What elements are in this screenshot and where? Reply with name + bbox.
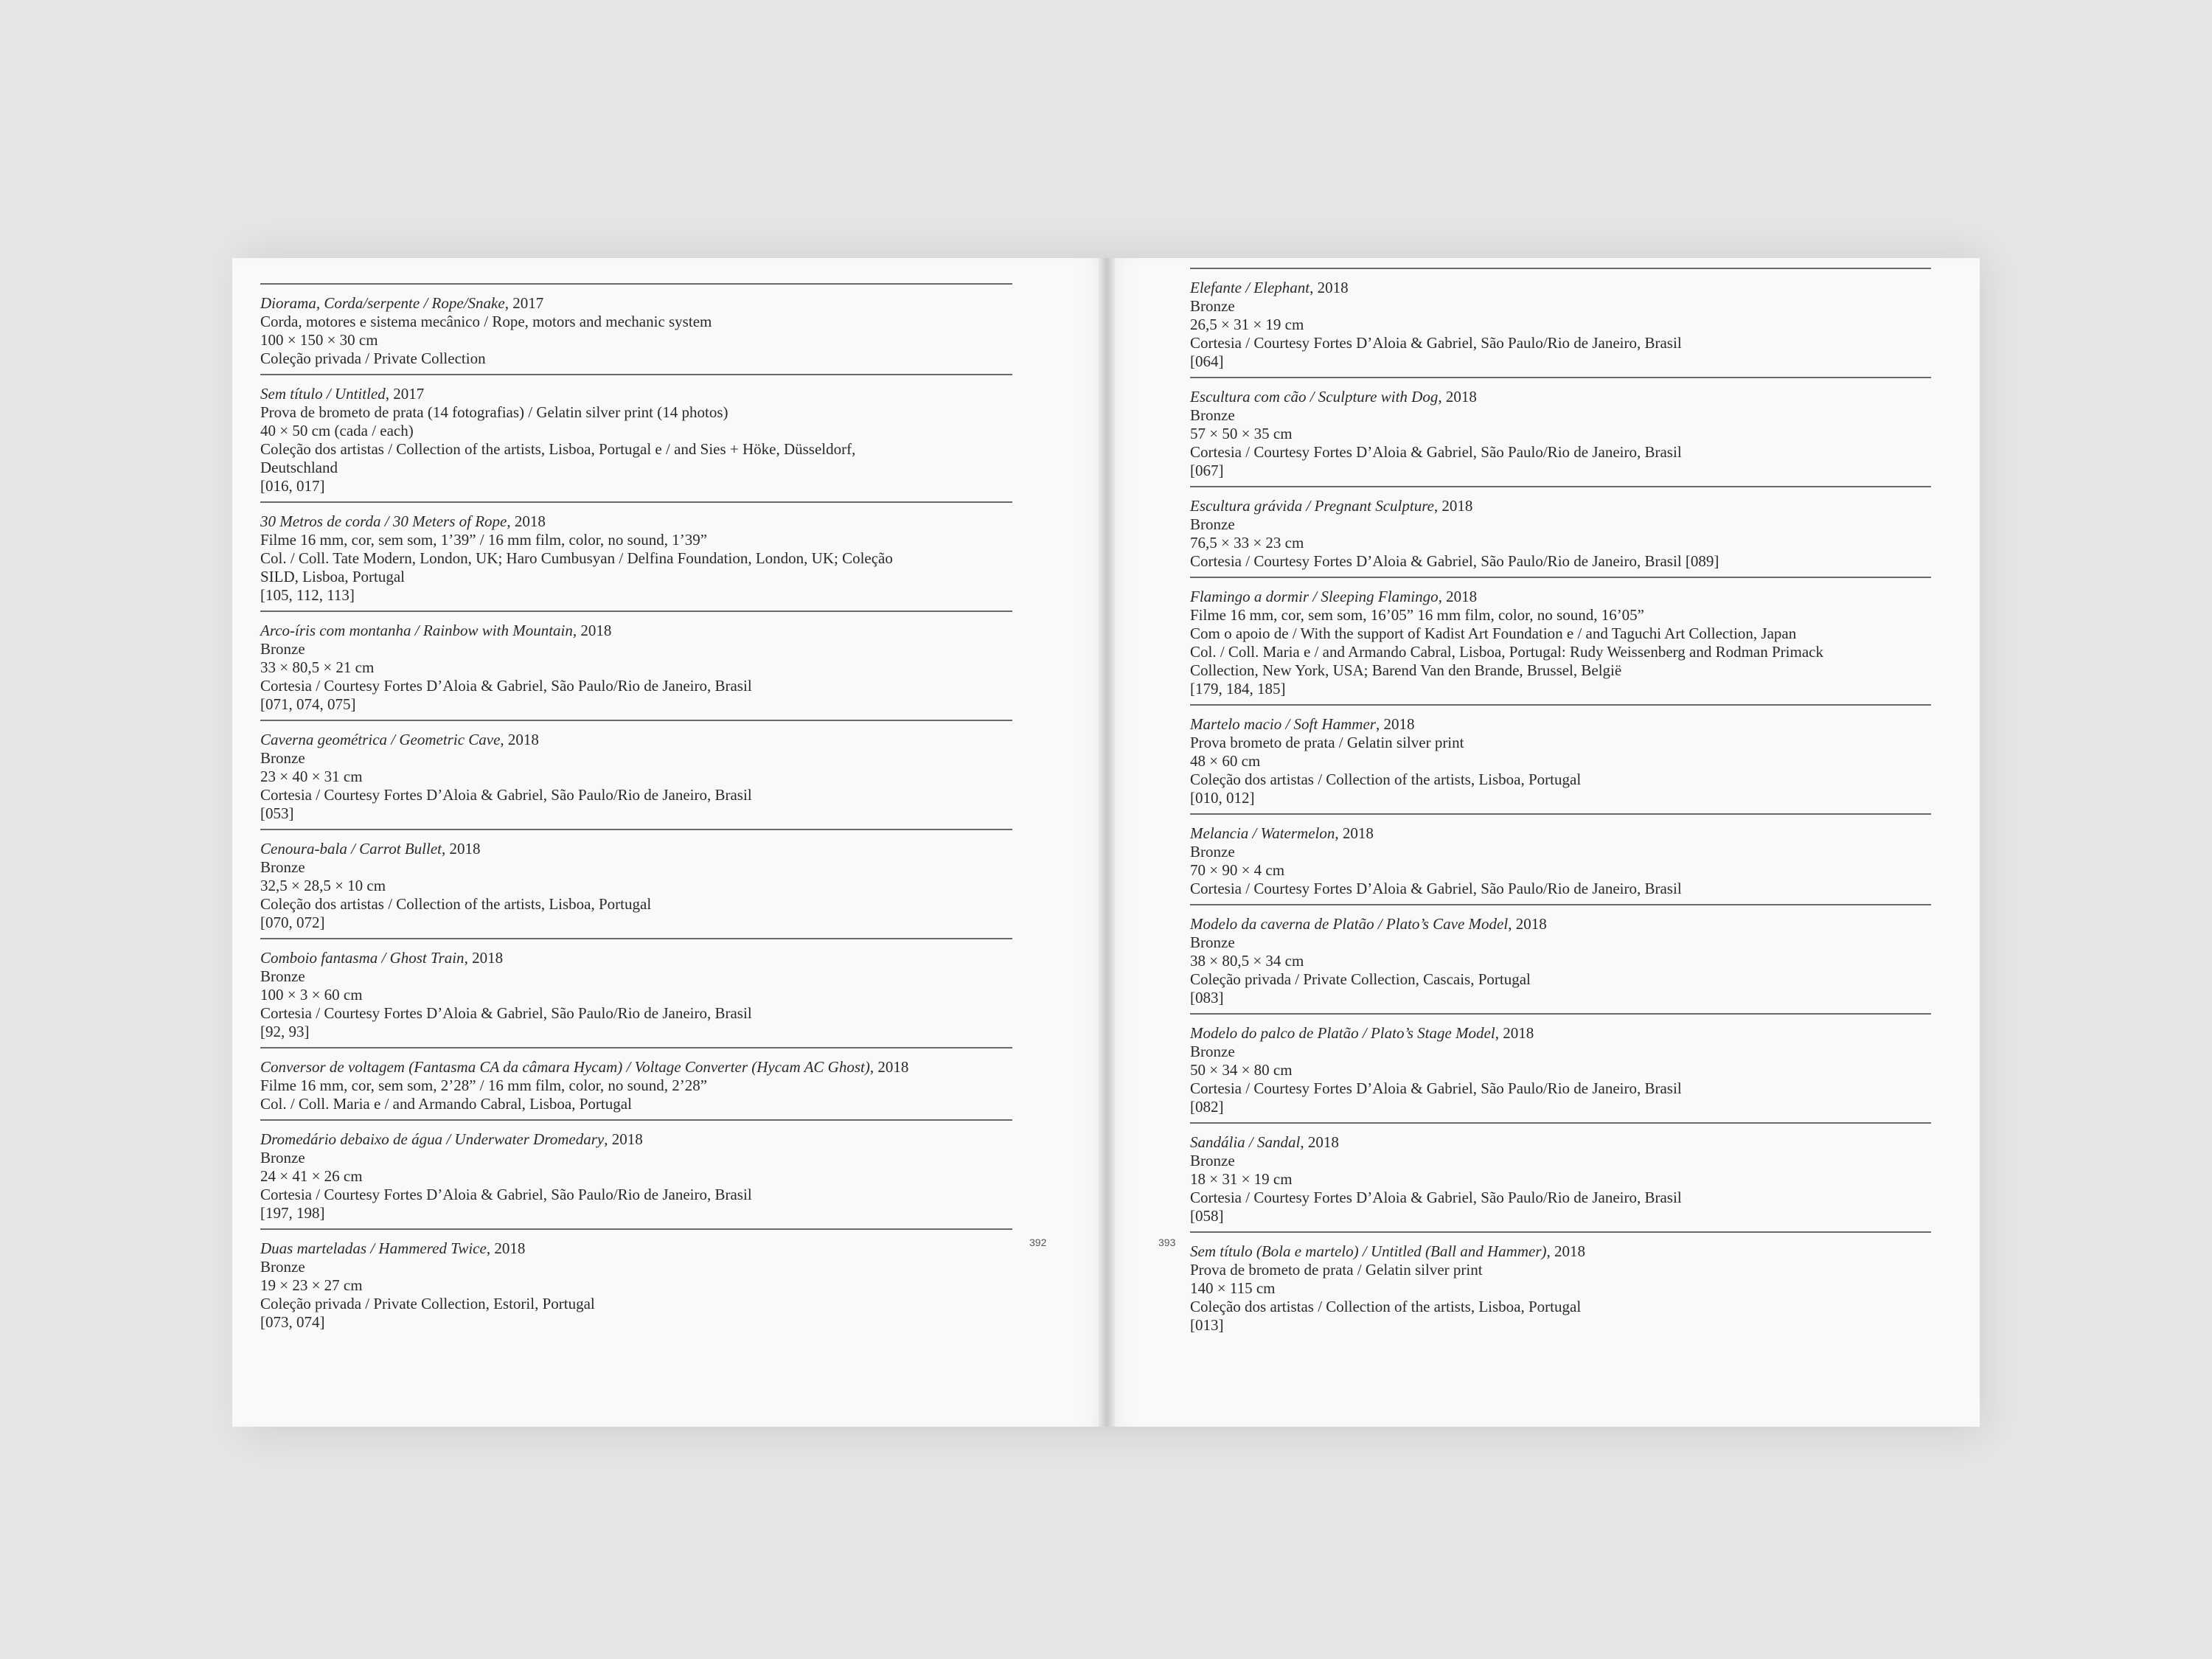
entry-detail-line: Filme 16 mm, cor, sem som, 16’05” 16 mm film, color, no sound, 16’05” <box>1190 606 1645 624</box>
catalog-entry <box>1190 1013 1931 1122</box>
entry-title-line <box>1190 588 1931 606</box>
entry-detail-line: 26,5 × 31 × 19 cm <box>1190 316 1304 333</box>
catalog-entry <box>1190 1122 1931 1231</box>
entry-detail-line: SILD, Lisboa, Portugal <box>260 568 405 585</box>
entry-detail-line: Coleção privada / Private Collection <box>260 349 486 367</box>
entry-detail-line: 32,5 × 28,5 × 10 cm <box>260 877 386 894</box>
entry-detail-line: 48 × 60 cm <box>1190 752 1261 770</box>
entry-detail-line: Cortesia / Courtesy Fortes D’Aloia & Gabriel, São Paulo/Rio de Janeiro, Brasil <box>260 1186 752 1203</box>
entry-title-line <box>260 622 1012 640</box>
entry-title-line <box>260 949 1012 967</box>
entry-title: Modelo do palco de Platão / Plato’s Stage Model <box>1190 1024 1495 1042</box>
entry-detail-line: Prova brometo de prata / Gelatin silver print <box>1190 734 1464 751</box>
entry-detail-line: Deutschland <box>260 459 338 476</box>
entry-title-line <box>260 512 1012 531</box>
entry-title: Cenoura-bala / Carrot Bullet <box>260 840 442 858</box>
entry-detail-line: 100 × 3 × 60 cm <box>260 986 363 1004</box>
catalog-entry <box>260 501 1012 611</box>
entry-title: Melancia / Watermelon <box>1190 824 1335 842</box>
entry-detail-line: 57 × 50 × 35 cm <box>1190 425 1293 442</box>
entry-detail-line: Bronze <box>260 858 305 876</box>
entry-detail-line: Bronze <box>1190 515 1235 533</box>
catalog-entry <box>1190 704 1931 813</box>
entry-title-line <box>1190 915 1931 933</box>
entry-detail-line: [016, 017] <box>260 477 325 495</box>
left-page-entries <box>260 258 1012 1338</box>
entry-year: , 2018 <box>486 1239 526 1257</box>
entry-title-line <box>1190 1242 1931 1261</box>
entry-detail-line: Bronze <box>1190 1152 1235 1169</box>
entry-detail-line: 23 × 40 × 31 cm <box>260 768 363 785</box>
entry-year: , 2018 <box>1495 1024 1534 1042</box>
entry-detail-line: 76,5 × 33 × 23 cm <box>1190 534 1304 552</box>
entry-detail-line: Bronze <box>260 967 305 985</box>
entry-year: , 2018 <box>1335 824 1374 842</box>
entry-detail-line: [013] <box>1190 1316 1224 1334</box>
catalog-entry <box>1190 904 1931 1013</box>
entry-detail-line: Bronze <box>1190 843 1235 860</box>
entry-year: , 2018 <box>1438 588 1478 605</box>
catalog-entry <box>1190 486 1931 577</box>
entry-title: Escultura grávida / Pregnant Sculpture <box>1190 497 1434 515</box>
entry-title: 30 Metros de corda / 30 Meters of Rope <box>260 512 507 530</box>
entry-detail-line: Cortesia / Courtesy Fortes D’Aloia & Gabriel, São Paulo/Rio de Janeiro, Brasil [089] <box>1190 552 1719 570</box>
entry-detail-line: 24 × 41 × 26 cm <box>260 1167 363 1185</box>
entry-title-line <box>1190 824 1931 843</box>
entry-year: , 2018 <box>500 731 539 748</box>
catalog-entry <box>260 374 1012 501</box>
entry-detail-line: [105, 112, 113] <box>260 586 355 604</box>
catalog-entry <box>260 1228 1012 1338</box>
entry-year: , 2018 <box>604 1130 643 1148</box>
entry-year: , 2018 <box>1438 388 1477 406</box>
entry-title: Arco-íris com montanha / Rainbow with Mountain <box>260 622 573 639</box>
entry-detail-line: Col. / Coll. Maria e / and Armando Cabral, Lisboa, Portugal: Rudy Weissenberg and Rodman Primack <box>1190 643 1823 661</box>
entry-title-line <box>260 840 1012 858</box>
entry-detail-line: Com o apoio de / With the support of Kadist Art Foundation e / and Taguchi Art Collection, Japan <box>1190 625 1797 642</box>
entry-detail-line: [064] <box>1190 352 1224 370</box>
catalog-entry <box>260 283 1012 374</box>
catalog-entry <box>1190 268 1931 377</box>
entry-detail-line: Bronze <box>1190 297 1235 315</box>
entry-title: Modelo da caverna de Platão / Plato’s Cave Model <box>1190 915 1509 933</box>
catalog-entry <box>260 829 1012 938</box>
entry-detail-line: [197, 198] <box>260 1204 325 1222</box>
entry-year: , 2017 <box>385 385 425 403</box>
entry-title-line <box>260 1058 1012 1077</box>
entry-detail-line: Cortesia / Courtesy Fortes D’Aloia & Gabriel, São Paulo/Rio de Janeiro, Brasil <box>260 786 752 804</box>
entry-year: , 2018 <box>1546 1242 1586 1260</box>
entry-detail-line: 33 × 80,5 × 21 cm <box>260 658 375 676</box>
entry-title: Duas marteladas / Hammered Twice <box>260 1239 487 1257</box>
entry-title: Escultura com cão / Sculpture with Dog <box>1190 388 1439 406</box>
entry-detail-line: [071, 074, 075] <box>260 695 356 713</box>
entry-detail-line: Coleção dos artistas / Collection of the artists, Lisboa, Portugal e / and Sies + Höke, Düsseldorf, <box>260 440 856 458</box>
entry-detail-line: 140 × 115 cm <box>1190 1279 1276 1297</box>
entry-detail-line: Cortesia / Courtesy Fortes D’Aloia & Gabriel, São Paulo/Rio de Janeiro, Brasil <box>1190 443 1682 461</box>
entry-detail-line: [083] <box>1190 989 1224 1006</box>
entry-detail-line: Collection, New York, USA; Barend Van den Brande, Brussel, België <box>1190 661 1622 679</box>
entry-detail-line: Coleção privada / Private Collection, Estoril, Portugal <box>260 1295 595 1312</box>
entry-title: Sandália / Sandal <box>1190 1133 1301 1151</box>
entry-year: , 2018 <box>1375 715 1415 733</box>
catalog-entry <box>1190 577 1931 704</box>
entry-detail-line: Bronze <box>260 1258 305 1276</box>
entry-year: , 2018 <box>441 840 481 858</box>
entry-detail-line: Bronze <box>1190 406 1235 424</box>
entry-detail-line: [073, 074] <box>260 1313 325 1331</box>
entry-year: , 2017 <box>504 294 544 312</box>
catalog-entry <box>260 611 1012 720</box>
entry-detail-line: [082] <box>1190 1098 1224 1116</box>
catalog-entry <box>260 1047 1012 1119</box>
catalog-entry <box>260 1119 1012 1228</box>
entry-detail-line: Cortesia / Courtesy Fortes D’Aloia & Gabriel, São Paulo/Rio de Janeiro, Brasil <box>1190 1189 1682 1206</box>
entry-title-line <box>260 1130 1012 1149</box>
catalog-entry <box>1190 1231 1931 1340</box>
entry-detail-line: 40 × 50 cm (cada / each) <box>260 422 414 439</box>
entry-detail-line: Bronze <box>260 640 305 658</box>
entry-title: Comboio fantasma / Ghost Train <box>260 949 465 967</box>
entry-title-line <box>1190 388 1931 406</box>
entry-year: , 2018 <box>507 512 546 530</box>
entry-title-line <box>1190 497 1931 515</box>
entry-detail-line: Cortesia / Courtesy Fortes D’Aloia & Gabriel, São Paulo/Rio de Janeiro, Brasil <box>1190 1079 1682 1097</box>
entry-title: Conversor de voltagem (Fantasma CA da câmara Hycam) / Voltage Converter (Hycam AC Ghost) <box>260 1058 870 1076</box>
entry-title-line <box>260 731 1012 749</box>
entry-title-line <box>260 385 1012 403</box>
entry-detail-line: Cortesia / Courtesy Fortes D’Aloia & Gabriel, São Paulo/Rio de Janeiro, Brasil <box>260 1004 752 1022</box>
entry-detail-line: Cortesia / Courtesy Fortes D’Aloia & Gabriel, São Paulo/Rio de Janeiro, Brasil <box>1190 880 1682 897</box>
entry-year: , 2018 <box>572 622 612 639</box>
entry-detail-line: Cortesia / Courtesy Fortes D’Aloia & Gabriel, São Paulo/Rio de Janeiro, Brasil <box>260 677 752 695</box>
entry-detail-line: [067] <box>1190 462 1224 479</box>
entry-detail-line: Bronze <box>260 1149 305 1166</box>
entry-year: , 2018 <box>1508 915 1547 933</box>
page-number-right: 393 <box>1158 1237 1176 1248</box>
entry-detail-line: [058] <box>1190 1207 1224 1225</box>
entry-detail-line: Prova de brometo de prata (14 fotografias) / Gelatin silver print (14 photos) <box>260 403 728 421</box>
left-page <box>232 258 1105 1427</box>
entry-year: , 2018 <box>1310 279 1349 296</box>
right-page <box>1107 258 1980 1427</box>
entry-detail-line: [92, 93] <box>260 1023 310 1040</box>
entry-detail-line: Cortesia / Courtesy Fortes D’Aloia & Gabriel, São Paulo/Rio de Janeiro, Brasil <box>1190 334 1682 352</box>
entry-detail-line: Filme 16 mm, cor, sem som, 2’28” / 16 mm film, color, no sound, 2’28” <box>260 1077 708 1094</box>
entry-detail-line: Coleção dos artistas / Collection of the artists, Lisboa, Portugal <box>260 895 652 913</box>
entry-detail-line: 100 × 150 × 30 cm <box>260 331 378 349</box>
entry-detail-line: Coleção dos artistas / Collection of the artists, Lisboa, Portugal <box>1190 771 1582 788</box>
entry-year: , 2018 <box>869 1058 909 1076</box>
entry-title-line <box>260 1239 1012 1258</box>
entry-year: , 2018 <box>1433 497 1473 515</box>
entry-detail-line: Prova de brometo de prata / Gelatin silver print <box>1190 1261 1483 1279</box>
entry-detail-line: Coleção privada / Private Collection, Cascais, Portugal <box>1190 970 1531 988</box>
entry-detail-line: [179, 184, 185] <box>1190 680 1286 698</box>
entry-detail-line: 50 × 34 × 80 cm <box>1190 1061 1293 1079</box>
entry-detail-line: 70 × 90 × 4 cm <box>1190 861 1285 879</box>
entry-detail-line: 38 × 80,5 × 34 cm <box>1190 952 1304 970</box>
entry-detail-line: Col. / Coll. Maria e / and Armando Cabral, Lisboa, Portugal <box>260 1095 632 1113</box>
entry-title-line <box>1190 279 1931 297</box>
entry-detail-line: Bronze <box>1190 1043 1235 1060</box>
entry-detail-line: 19 × 23 × 27 cm <box>260 1276 363 1294</box>
entry-detail-line: Coleção dos artistas / Collection of the artists, Lisboa, Portugal <box>1190 1298 1582 1315</box>
entry-title: Diorama, Corda/serpente / Rope/Snake <box>260 294 505 312</box>
entry-detail-line: Filme 16 mm, cor, sem som, 1’39” / 16 mm film, color, no sound, 1’39” <box>260 531 708 549</box>
catalog-entry <box>1190 813 1931 904</box>
entry-title: Dromedário debaixo de água / Underwater Dromedary <box>260 1130 605 1148</box>
entry-title-line <box>1190 1133 1931 1152</box>
right-page-entries <box>1190 258 1931 1340</box>
page-number-left: 392 <box>1029 1237 1047 1248</box>
entry-detail-line: Col. / Coll. Tate Modern, London, UK; Haro Cumbusyan / Delfina Foundation, London, UK; Coleção <box>260 549 893 567</box>
catalog-entry <box>1190 377 1931 486</box>
entry-detail-line: 18 × 31 × 19 cm <box>1190 1170 1293 1188</box>
entry-title: Sem título (Bola e martelo) / Untitled (Ball and Hammer) <box>1190 1242 1547 1260</box>
entry-title: Flamingo a dormir / Sleeping Flamingo <box>1190 588 1439 605</box>
book-gutter <box>1099 258 1115 1427</box>
entry-title: Martelo macio / Soft Hammer <box>1190 715 1376 733</box>
entry-title-line <box>260 294 1012 313</box>
entry-detail-line: [070, 072] <box>260 914 325 931</box>
catalog-entry <box>260 720 1012 829</box>
entry-year: , 2018 <box>1300 1133 1339 1151</box>
entry-title-line <box>1190 1024 1931 1043</box>
entry-title: Elefante / Elephant <box>1190 279 1310 296</box>
catalog-entry <box>260 938 1012 1047</box>
entry-detail-line: Bronze <box>260 749 305 767</box>
entry-title: Sem título / Untitled <box>260 385 386 403</box>
entry-year: , 2018 <box>464 949 504 967</box>
entry-detail-line: [053] <box>260 804 294 822</box>
entry-detail-line: Bronze <box>1190 933 1235 951</box>
entry-title-line <box>1190 715 1931 734</box>
entry-detail-line: Corda, motores e sistema mecânico / Rope, motors and mechanic system <box>260 313 712 330</box>
entry-title: Caverna geométrica / Geometric Cave <box>260 731 501 748</box>
entry-detail-line: [010, 012] <box>1190 789 1255 807</box>
